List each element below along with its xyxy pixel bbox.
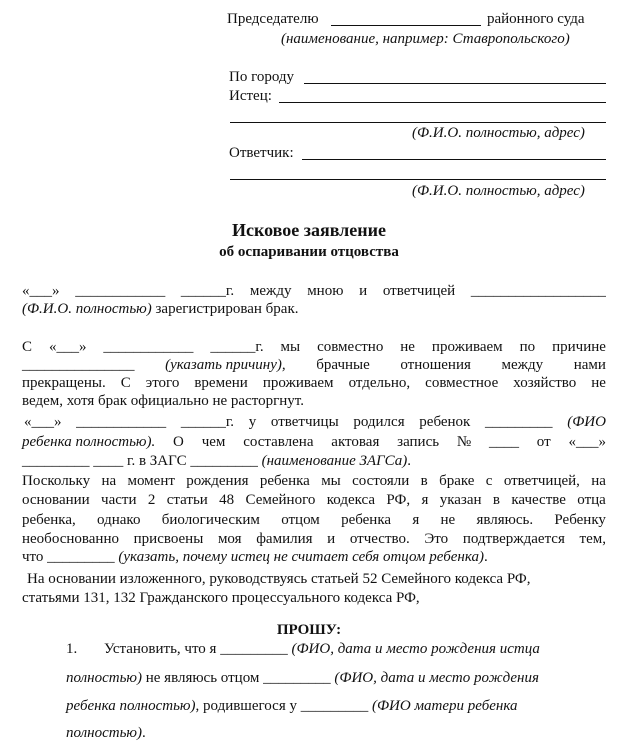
document-subtitle: об оспаривании отцовства <box>219 244 399 260</box>
chairman-prefix: Председателю <box>227 11 319 27</box>
request-item-1-line-2: полностью) не являюсь отцом _________ (ФИО, дата и место рождения <box>66 670 539 686</box>
chairman-line <box>227 10 319 28</box>
p4-line-5: что _________ (указать, почему истец не считает себя отцом ребенка). <box>22 549 488 565</box>
plaintiff-blank-2 <box>230 122 606 123</box>
plaintiff-blank-1 <box>279 102 606 103</box>
respondent-hint: (Ф.И.О. полностью, адрес) <box>412 183 585 199</box>
city-label: По городу <box>229 69 295 85</box>
p2-line-3: прекращены. С этого времени проживаем отдельно, совместное хозяйство не <box>22 375 606 391</box>
p3-line-1: «___» ____________ ______г. у ответчицы родился ребенок _________ (ФИО <box>24 414 606 430</box>
plaintiff-hint: (Ф.И.О. полностью, адрес) <box>412 125 585 141</box>
plaintiff-label: Истец: <box>229 88 272 104</box>
request-item-1-line-3: ребенка полностью), родившегося у _________ (ФИО матери ребенка <box>66 698 518 714</box>
request-item-1-line-4: полностью). <box>66 725 146 741</box>
request-item-1-line-1: Установить, что я _________ (ФИО, дата и место рождения истца <box>104 641 540 657</box>
p2-line-1: С «___» ____________ ______г. мы совместно не проживаем по причине <box>22 339 606 355</box>
respondent-blank-1 <box>302 159 606 160</box>
p1-line-2: (Ф.И.О. полностью) зарегистрирован брак. <box>22 301 299 317</box>
p5-line-1: На основании изложенного, руководствуясь статьей 52 Семейного кодекса РФ, <box>27 571 531 587</box>
p4-line-2: основании части 2 статьи 48 Семейного кодекса РФ, я указан в качестве отца <box>22 492 606 508</box>
p4-line-1: Поскольку на момент рождения ребенка мы состояли в браке с ответчицей, на <box>22 473 606 489</box>
court-hint: (наименование, например: Ставропольского) <box>281 31 570 47</box>
city-blank <box>304 83 606 84</box>
p2-line-4: ведем, хотя брак официально не расторгнут. <box>22 393 304 409</box>
document-title: Исковое заявление <box>231 220 387 240</box>
p4-line-4: необоснованно присвоены моя фамилия и отчество. Это подтверждается тем, <box>22 531 606 547</box>
p3-line-3: _________ ____ г. в ЗАГС _________ (наименование ЗАГСа). <box>22 453 411 469</box>
p3-line-2: ребенка полностью). О чем составлена актовая запись № ____ от «___» <box>22 434 606 450</box>
p4-line-3: ребенка, однако биологическим отцом ребенка я не являюсь. Ребенку <box>22 512 606 528</box>
court-name-blank <box>331 25 481 26</box>
respondent-label: Ответчик: <box>229 145 294 161</box>
respondent-blank-2 <box>230 179 606 180</box>
p2-line-2: _______________ (указать причину), брачные отношения между нами <box>22 357 606 373</box>
request-item-1-number: 1. <box>66 641 78 657</box>
request-heading: ПРОШУ: <box>276 622 342 638</box>
chairman-suffix: районного суда <box>487 11 585 27</box>
p5-line-2: статьями 131, 132 Гражданского процессуального кодекса РФ, <box>22 590 420 606</box>
p1-line-1: «___» ____________ ______г. между мною и ответчицей __________________ <box>22 283 606 299</box>
